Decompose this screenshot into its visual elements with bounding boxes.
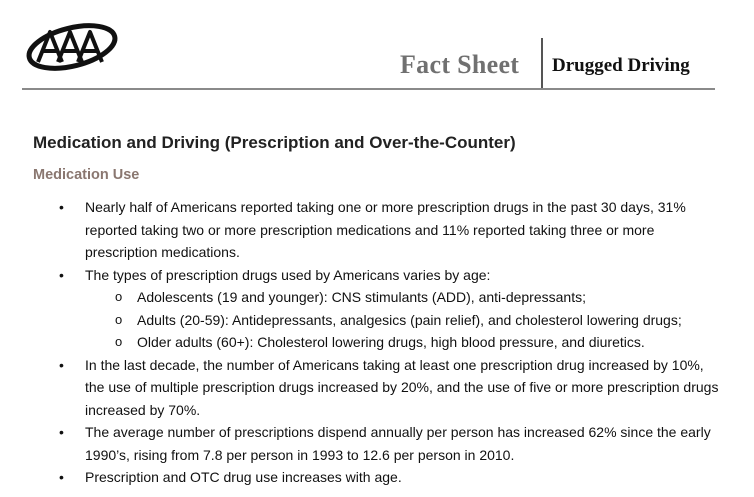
list-item-text: Prescription and OTC drug use increases with age. [85, 469, 402, 485]
sub-list-item-text: Older adults (60+): Cholesterol lowering drugs, high blood pressure, and diuretics. [137, 334, 645, 350]
doc-type-label: Fact Sheet [400, 50, 520, 79]
header-divider-vertical [541, 38, 543, 88]
list-item [0, 466, 754, 489]
section-title: Medication and Driving (Prescription and Over-the-Counter) [33, 133, 516, 152]
header-rule [22, 88, 715, 90]
list-item-text: In the last decade, the number of Americans taking at least one prescription drug increased by 10%, the use of multiple prescription drugs increased by 20%, and the use of five or more prescription drugs increased by 70%. [85, 356, 719, 418]
bullet-list [0, 196, 754, 489]
sub-list-item-text: Adolescents (19 and younger): CNS stimulants (ADD), anti-depressants; [137, 289, 586, 305]
list-item [0, 264, 754, 354]
doc-topic-label: Drugged Driving [552, 55, 690, 76]
list-item-text: Nearly half of Americans reported taking one or more prescription drugs in the past 30 days, 31% reported taking two or more prescription medications and 11% reported taking three or more prescription medications. [85, 199, 686, 260]
sub-list-item [85, 286, 724, 309]
list-item [0, 354, 754, 422]
sub-list-item [85, 331, 724, 354]
age-group-list [85, 286, 724, 354]
list-item-text: The types of prescription drugs used by Americans varies by age: [85, 266, 491, 283]
content-body [0, 196, 754, 489]
aaa-logo [22, 18, 126, 76]
list-item-text: The average number of prescriptions dispend annually per person has increased 62% since the early 1990’s, rising from 7.8 per person in 1993 to 12.6 per person in 2010. [85, 424, 711, 463]
sub-list-item [85, 309, 724, 332]
subsection-title: Medication Use [33, 167, 140, 183]
sub-list-item-text: Adults (20-59): Antidepressants, analgesics (pain relief), and cholesterol lowering drugs; [137, 311, 682, 328]
list-item [0, 196, 754, 264]
list-item [0, 421, 754, 466]
